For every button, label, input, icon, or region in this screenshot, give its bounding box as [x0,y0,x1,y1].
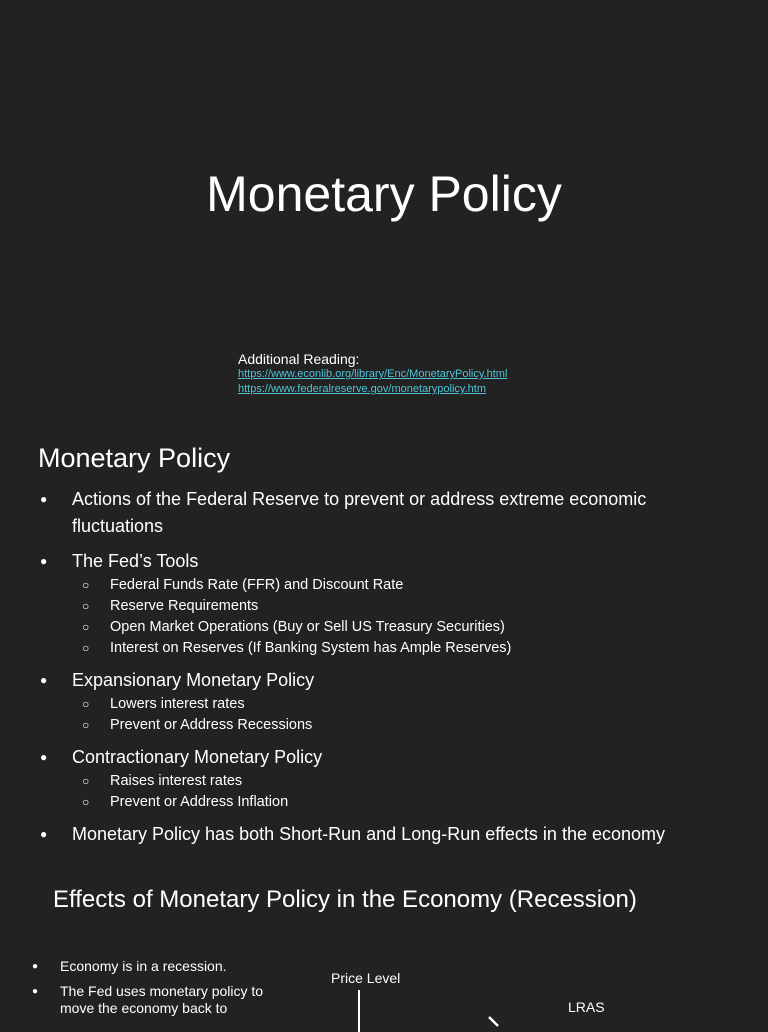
curve-segment [489,1017,498,1026]
bullet-item [38,744,738,813]
bullet-item [38,548,738,659]
bullet-item [38,667,738,736]
as-ad-graph [300,962,660,1032]
sub-item: ○ Lowers interest rates [72,694,738,715]
bullet-item [38,486,738,540]
effects-bullet-item: ● Economy is in a recession. [28,958,288,975]
bullet-list [38,486,738,856]
econlib-link[interactable]: https://www.econlib.org/library/Enc/MonetaryPolicy.html [238,368,508,380]
sub-list [72,694,738,736]
bullet-item [38,821,738,848]
sub-list [72,771,738,813]
sub-list [72,575,738,659]
graph-lines [300,962,660,1032]
page-title: Monetary Policy [206,166,562,222]
bullet-text: Monetary Policy has both Short-Run and Long-Run effects in the economy [72,824,666,844]
section-title: Monetary Policy [38,443,231,473]
additional-reading [238,351,507,397]
sub-item: ○ Federal Funds Rate (FFR) and Discount Rate [72,575,738,596]
effects-bullet-item: ● The Fed uses monetary policy to move the economy back to [28,983,288,1017]
effects-slide [0,872,768,1024]
effects-title: Effects of Monetary Policy in the Economy (Recession) [53,886,637,913]
effects-bullet-list [28,958,288,1025]
sub-item: ○ Interest on Reserves (If Banking System has Ample Reserves) [72,638,738,659]
sub-item: ○ Reserve Requirements [72,596,738,617]
sub-item: ○ Open Market Operations (Buy or Sell US Treasury Securities) [72,617,738,638]
bullet-text: The Fed’s Tools [72,551,199,571]
federalreserve-link[interactable]: https://www.federalreserve.gov/monetarypolicy.htm [238,383,487,395]
sub-item: ○ Prevent or Address Recessions [72,715,738,736]
sub-item: ○ Raises interest rates [72,771,738,792]
lras-label: LRAS [568,999,605,1015]
bullet-text: Contractionary Monetary Policy [72,747,323,767]
title-slide [0,0,768,420]
sub-item: ○ Prevent or Address Inflation [72,792,738,813]
additional-reading-label: Additional Reading: [238,351,360,367]
monetary-policy-slide [0,420,768,872]
bullet-text: Actions of the Federal Reserve to prevent or address extreme economic fluctuations [72,489,647,536]
bullet-text: Expansionary Monetary Policy [72,670,315,690]
y-axis-label: Price Level [331,970,401,986]
